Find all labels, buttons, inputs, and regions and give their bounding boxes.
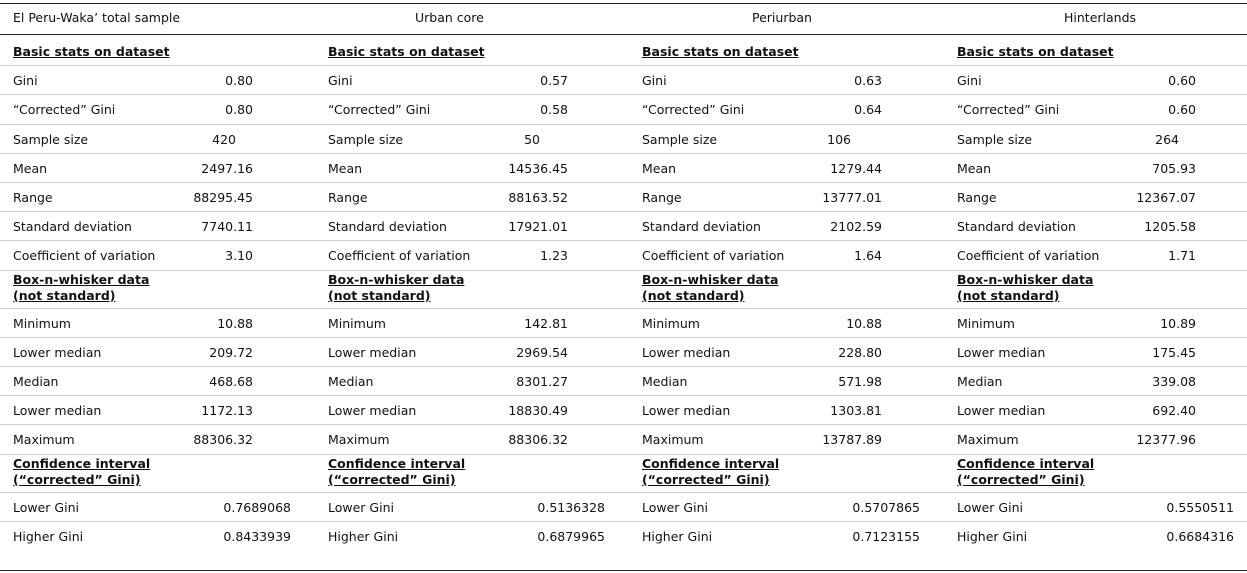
section-title-line: (“corrected” Gini) bbox=[328, 471, 456, 487]
table-row bbox=[0, 337, 1247, 366]
row-value: 18830.49 bbox=[508, 403, 568, 419]
section-header-row bbox=[0, 270, 1247, 308]
row-value: 106 bbox=[827, 131, 851, 147]
row-label: Higher Gini bbox=[13, 528, 84, 544]
row-label: Maximum bbox=[642, 432, 704, 448]
table-row bbox=[0, 492, 1247, 521]
row-value: 571.98 bbox=[838, 374, 882, 389]
row-value: 0.7689068 bbox=[223, 499, 291, 515]
row-value: 88295.45 bbox=[193, 190, 253, 205]
row-label: Sample size bbox=[328, 131, 404, 147]
row-label: “Corrected” Gini bbox=[13, 102, 116, 118]
row-label: Gini bbox=[957, 73, 982, 89]
row-label: “Corrected” Gini bbox=[328, 102, 431, 118]
row-label: Gini bbox=[13, 73, 38, 89]
row-value: 228.80 bbox=[838, 344, 882, 360]
row-value: 12377.96 bbox=[1136, 432, 1196, 448]
row-label: Lower median bbox=[957, 344, 1046, 360]
row-value: 88306.32 bbox=[508, 432, 568, 448]
row-label: Standard deviation bbox=[13, 219, 132, 235]
section-title bbox=[957, 44, 1114, 60]
row-label: Standard deviation bbox=[328, 219, 447, 235]
row-value: 88306.32 bbox=[193, 432, 253, 448]
section-title bbox=[328, 44, 485, 60]
table-row bbox=[0, 65, 1247, 94]
row-label: Mean bbox=[957, 160, 992, 176]
row-label: Mean bbox=[642, 160, 677, 176]
row-value: 0.60 bbox=[1168, 73, 1196, 89]
row-label: Maximum bbox=[13, 432, 75, 448]
section-title bbox=[13, 456, 150, 488]
row-value: 705.93 bbox=[1152, 160, 1196, 176]
section-title-line: (“corrected” Gini) bbox=[13, 471, 141, 487]
row-value: 142.81 bbox=[524, 315, 568, 331]
row-value: 0.80 bbox=[225, 73, 253, 89]
row-value: 0.5136328 bbox=[537, 499, 605, 515]
section-title bbox=[642, 272, 778, 304]
section-title bbox=[328, 272, 464, 304]
row-label: Median bbox=[642, 374, 688, 389]
row-value: 1205.58 bbox=[1144, 219, 1196, 235]
row-value: 88163.52 bbox=[508, 190, 568, 205]
section-title bbox=[328, 456, 465, 488]
table-row bbox=[0, 366, 1247, 395]
table-row bbox=[0, 94, 1247, 123]
header-rule bbox=[0, 34, 1247, 35]
table-row bbox=[0, 240, 1247, 269]
row-label: Median bbox=[957, 374, 1003, 389]
row-value: 339.08 bbox=[1152, 374, 1196, 389]
row-label: Range bbox=[642, 190, 682, 205]
table-row bbox=[0, 395, 1247, 424]
section-title bbox=[957, 456, 1094, 488]
section-title-line: (not standard) bbox=[957, 287, 1060, 303]
table-row bbox=[0, 124, 1247, 153]
section-title-line: Box-n-whisker data bbox=[13, 271, 150, 287]
row-value: 14536.45 bbox=[508, 160, 568, 176]
section-title-line: (not standard) bbox=[328, 287, 431, 303]
row-label: Range bbox=[957, 190, 997, 205]
row-label: Maximum bbox=[957, 432, 1019, 448]
row-label: Minimum bbox=[328, 315, 386, 331]
row-value: 0.5550511 bbox=[1166, 499, 1234, 515]
row-value: 0.8433939 bbox=[223, 528, 291, 544]
row-value: 0.64 bbox=[854, 102, 882, 118]
row-label: Lower Gini bbox=[957, 499, 1023, 515]
section-header-row bbox=[0, 454, 1247, 492]
section-title-line: Confidence interval bbox=[328, 455, 466, 471]
column-header-urban-core: Urban core bbox=[415, 10, 484, 25]
row-value: 1.71 bbox=[1168, 248, 1196, 264]
section-title-line: Basic stats on dataset bbox=[957, 44, 1114, 59]
section-title bbox=[642, 44, 799, 60]
row-label: Lower median bbox=[328, 403, 417, 419]
row-value: 10.88 bbox=[846, 315, 882, 331]
row-value: 12367.07 bbox=[1136, 190, 1196, 205]
table-row bbox=[0, 308, 1247, 337]
section-title bbox=[13, 272, 149, 304]
section-title bbox=[957, 272, 1093, 304]
row-value: 0.6879965 bbox=[537, 528, 605, 544]
row-label: “Corrected” Gini bbox=[957, 102, 1060, 118]
row-label: Mean bbox=[13, 160, 48, 176]
table-row bbox=[0, 521, 1247, 550]
row-label: Higher Gini bbox=[642, 528, 713, 544]
row-label: Coefficient of variation bbox=[328, 248, 471, 264]
row-value: 420 bbox=[212, 131, 236, 147]
row-label: Gini bbox=[328, 73, 353, 89]
section-title-line: Confidence interval bbox=[642, 455, 780, 471]
row-label: “Corrected” Gini bbox=[642, 102, 745, 118]
row-value: 2102.59 bbox=[830, 219, 882, 235]
section-title-line: (“corrected” Gini) bbox=[642, 471, 770, 487]
row-value: 0.63 bbox=[854, 73, 882, 89]
row-value: 1279.44 bbox=[830, 160, 882, 176]
row-label: Maximum bbox=[328, 432, 390, 448]
row-value: 2969.54 bbox=[516, 344, 568, 360]
row-label: Lower median bbox=[642, 403, 731, 419]
row-label: Higher Gini bbox=[957, 528, 1028, 544]
row-value: 1172.13 bbox=[201, 403, 253, 419]
row-value: 175.45 bbox=[1152, 344, 1196, 360]
section-title-line: Basic stats on dataset bbox=[13, 44, 170, 59]
column-header-hinterlands: Hinterlands bbox=[1064, 10, 1137, 25]
row-value: 13787.89 bbox=[822, 432, 882, 448]
row-label: Range bbox=[13, 190, 53, 205]
row-label: Mean bbox=[328, 160, 363, 176]
column-header-total-sample: El Peru-Waka’ total sample bbox=[13, 10, 181, 25]
row-label: Lower median bbox=[957, 403, 1046, 419]
row-label: Coefficient of variation bbox=[957, 248, 1100, 264]
row-value: 0.7123155 bbox=[852, 528, 920, 544]
row-value: 8301.27 bbox=[516, 374, 568, 389]
row-value: 13777.01 bbox=[822, 190, 882, 205]
row-value: 2497.16 bbox=[201, 160, 253, 176]
table-bottom-rule bbox=[0, 570, 1247, 571]
row-label: Range bbox=[328, 190, 368, 205]
row-label: Lower Gini bbox=[642, 499, 708, 515]
row-label: Lower median bbox=[642, 344, 731, 360]
section-title-line: Box-n-whisker data bbox=[957, 271, 1094, 287]
row-label: Lower median bbox=[13, 403, 102, 419]
section-title bbox=[13, 44, 170, 60]
row-value: 0.6684316 bbox=[1166, 528, 1234, 544]
row-label: Standard deviation bbox=[642, 219, 761, 235]
section-title-line: Basic stats on dataset bbox=[642, 44, 799, 59]
section-title-line: Box-n-whisker data bbox=[642, 271, 779, 287]
row-label: Lower Gini bbox=[328, 499, 394, 515]
table-row bbox=[0, 153, 1247, 182]
row-label: Coefficient of variation bbox=[13, 248, 156, 264]
row-label: Median bbox=[328, 374, 374, 389]
row-label: Lower Gini bbox=[13, 499, 79, 515]
row-value: 7740.11 bbox=[201, 219, 253, 235]
section-title-line: Confidence interval bbox=[957, 455, 1095, 471]
row-label: Higher Gini bbox=[328, 528, 399, 544]
row-value: 264 bbox=[1155, 131, 1179, 147]
section-title-line: (not standard) bbox=[13, 287, 116, 303]
row-label: Minimum bbox=[642, 315, 700, 331]
row-label: Sample size bbox=[13, 131, 89, 147]
table-top-rule bbox=[0, 3, 1247, 4]
table-row bbox=[0, 182, 1247, 211]
section-header-row bbox=[0, 36, 1247, 65]
row-label: Lower median bbox=[328, 344, 417, 360]
row-label: Median bbox=[13, 374, 59, 389]
column-header-periurban: Periurban bbox=[752, 10, 812, 25]
row-value: 1303.81 bbox=[830, 403, 882, 419]
row-value: 0.58 bbox=[540, 102, 568, 118]
row-value: 1.23 bbox=[540, 248, 568, 264]
row-value: 692.40 bbox=[1152, 403, 1196, 419]
row-value: 50 bbox=[524, 131, 540, 147]
row-label: Coefficient of variation bbox=[642, 248, 785, 264]
section-title-line: (not standard) bbox=[642, 287, 745, 303]
row-label: Sample size bbox=[642, 131, 718, 147]
row-value: 10.89 bbox=[1160, 315, 1196, 331]
row-value: 0.57 bbox=[540, 73, 568, 89]
row-value: 0.80 bbox=[225, 102, 253, 118]
row-label: Standard deviation bbox=[957, 219, 1076, 235]
row-value: 17921.01 bbox=[508, 219, 568, 235]
row-value: 468.68 bbox=[209, 374, 253, 389]
row-value: 0.5707865 bbox=[852, 499, 920, 515]
section-title-line: Box-n-whisker data bbox=[328, 271, 465, 287]
row-label: Minimum bbox=[957, 315, 1015, 331]
section-title-line: Basic stats on dataset bbox=[328, 44, 485, 59]
row-value: 3.10 bbox=[225, 248, 253, 264]
section-title bbox=[642, 456, 779, 488]
row-value: 209.72 bbox=[209, 344, 253, 360]
row-label: Sample size bbox=[957, 131, 1033, 147]
row-label: Gini bbox=[642, 73, 667, 89]
section-title-line: (“corrected” Gini) bbox=[957, 471, 1085, 487]
table-row bbox=[0, 424, 1247, 453]
row-value: 1.64 bbox=[854, 248, 882, 264]
table-row bbox=[0, 211, 1247, 240]
section-title-line: Confidence interval bbox=[13, 455, 151, 471]
row-value: 10.88 bbox=[217, 315, 253, 331]
row-label: Minimum bbox=[13, 315, 71, 331]
row-value: 0.60 bbox=[1168, 102, 1196, 118]
row-label: Lower median bbox=[13, 344, 102, 360]
